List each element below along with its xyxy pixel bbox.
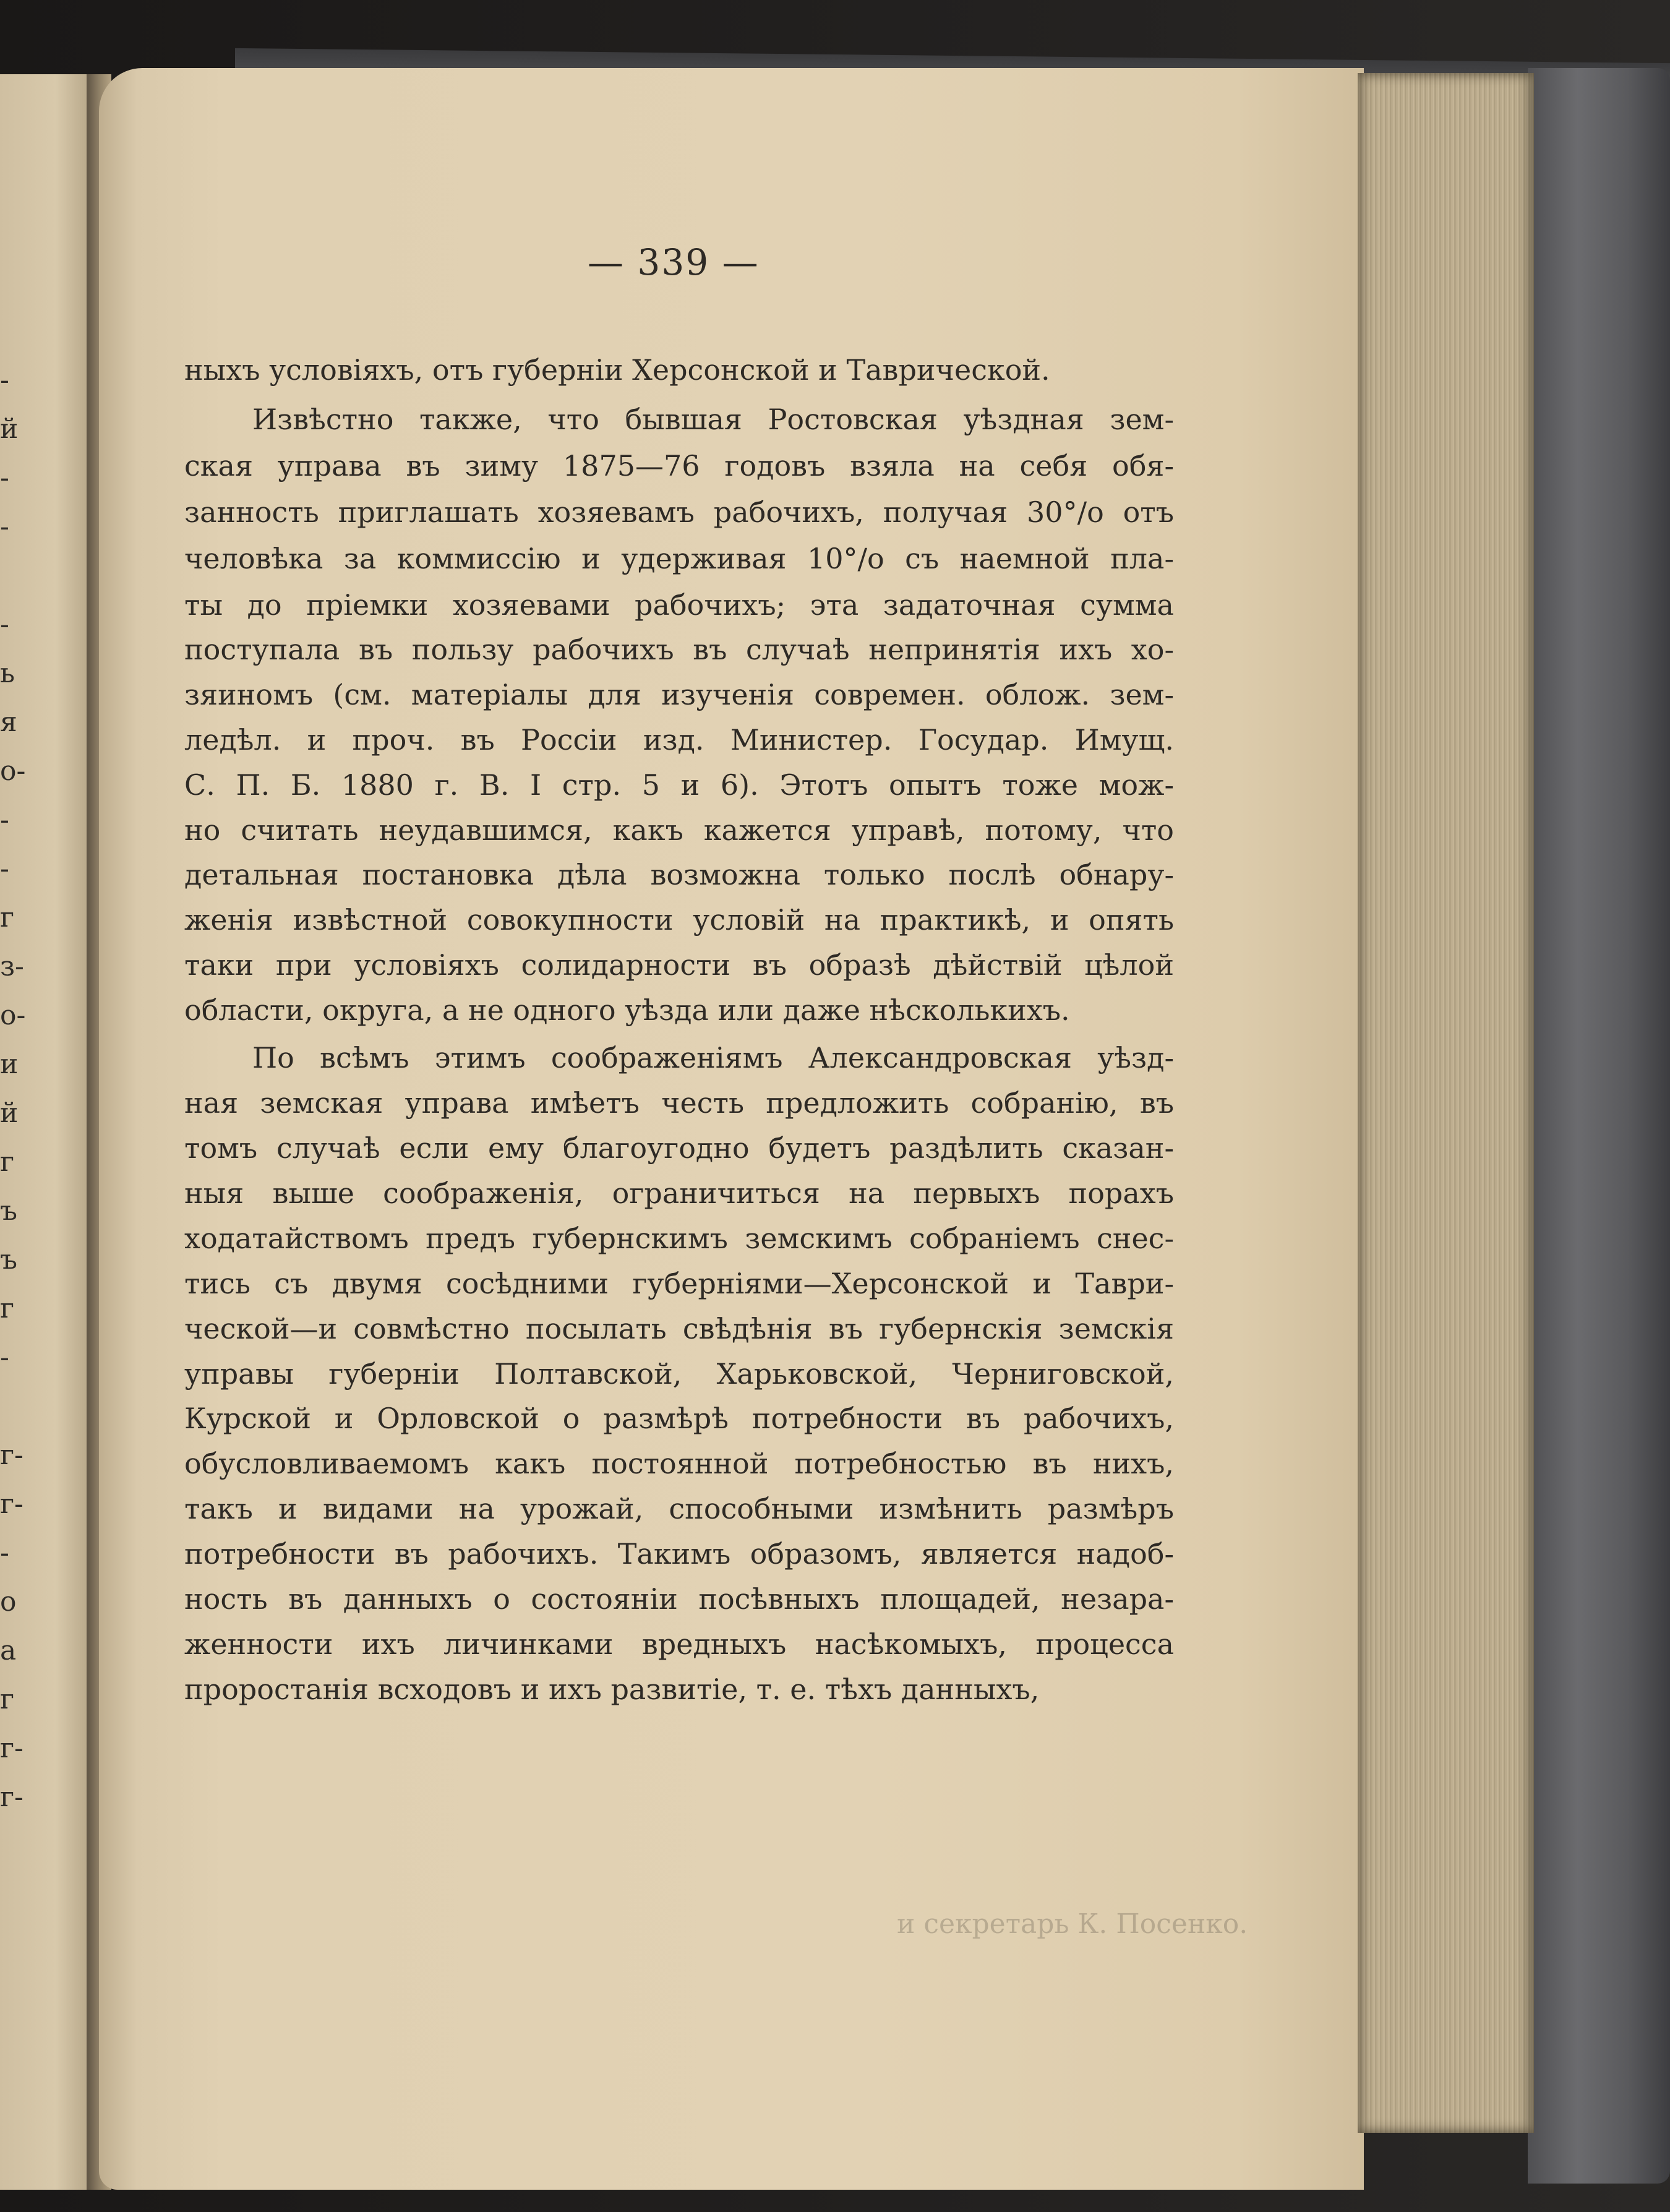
text-line: По всѣмъ этимъ соображеніямъ Александровская уѣзд- bbox=[252, 1041, 1174, 1074]
left-edge-fragment: - bbox=[0, 853, 9, 885]
left-edge-fragment: - bbox=[0, 1342, 9, 1373]
left-edge-fragment: г- bbox=[0, 1488, 24, 1520]
text-line: ледѣл. и проч. въ Россіи изд. Министер. Государ. Имущ. bbox=[184, 723, 1174, 757]
left-edge-fragment: г bbox=[0, 1293, 15, 1324]
text-line: Курской и Орловской о размѣрѣ потребности въ рабочихъ, bbox=[184, 1402, 1174, 1435]
text-line: занность приглашать хозяевамъ рабочихъ, получая 30°/o отъ bbox=[184, 495, 1174, 529]
text-line: но считать неудавшимся, какъ кажется управѣ, потому, что bbox=[184, 813, 1174, 847]
left-edge-fragment: - bbox=[0, 364, 9, 396]
text-line: ная земская управа имѣетъ честь предложить собранію, въ bbox=[184, 1086, 1174, 1120]
text-line: ныхъ условіяхъ, отъ губерніи Херсонской и Таврической. bbox=[184, 353, 1050, 387]
left-edge-fragment: и bbox=[0, 1048, 19, 1080]
left-edge-fragment: - bbox=[0, 804, 9, 836]
text-line: томъ случаѣ если ему благоугодно будетъ раздѣлить сказан- bbox=[184, 1131, 1174, 1165]
text-line: тись съ двумя сосѣдними губерніями—Херсонской и Таври- bbox=[184, 1267, 1174, 1300]
left-page bbox=[0, 74, 93, 2190]
left-edge-fragment: о bbox=[0, 1586, 17, 1618]
left-edge-fragment: г- bbox=[0, 1439, 24, 1471]
page-edges bbox=[1358, 73, 1534, 2133]
left-edge-fragment: й bbox=[0, 1097, 19, 1129]
text-line: ность въ данныхъ о состояніи посѣвныхъ площадей, незара- bbox=[184, 1582, 1174, 1616]
left-edge-fragment: ъ bbox=[0, 1195, 17, 1227]
left-edge-fragment: ь bbox=[0, 658, 15, 689]
left-edge-fragment bbox=[0, 1382, 25, 1431]
left-edge-fragment: й bbox=[0, 413, 19, 445]
text-line: детальная постановка дѣла возможна только послѣ обнару- bbox=[184, 858, 1174, 891]
left-edge-fragment: ъ bbox=[0, 1244, 17, 1275]
left-edge-fragment: г- bbox=[0, 1733, 24, 1764]
text-line: Извѣстно также, что бывшая Ростовская уѣздная зем- bbox=[252, 403, 1174, 436]
left-edge-fragment bbox=[0, 551, 25, 600]
left-edge-fragment: - bbox=[0, 609, 9, 640]
left-edge-fragment: з- bbox=[0, 951, 24, 982]
text-line: такъ и видами на урожай, способными измѣнить размѣръ bbox=[184, 1492, 1174, 1525]
text-line: таки при условіяхъ солидарности въ образѣ дѣйствій цѣлой bbox=[184, 948, 1174, 982]
text-line: человѣка за коммиссію и удерживая 10°/o съ наемной пла- bbox=[184, 542, 1174, 575]
text-line: обусловливаемомъ какъ постоянной потребностью въ нихъ, bbox=[184, 1447, 1174, 1480]
left-edge-fragment: о- bbox=[0, 755, 26, 787]
text-line: женія извѣстной совокупности условій на практикѣ, и опять bbox=[184, 903, 1174, 937]
text-line: ходатайствомъ предъ губернскимъ земскимъ собраніемъ снес- bbox=[184, 1222, 1174, 1255]
text-line: женности ихъ личинками вредныхъ насѣкомыхъ, процесса bbox=[184, 1627, 1174, 1661]
left-edge-fragment: г bbox=[0, 902, 15, 933]
left-edge-fragment: г- bbox=[0, 1781, 24, 1813]
left-edge-fragment: о- bbox=[0, 1000, 26, 1031]
text-line: зяиномъ (см. матеріалы для изученія современ. облож. зем- bbox=[184, 678, 1174, 711]
left-page-edge-text bbox=[0, 356, 25, 1822]
text-line: ты до пріемки хозяевами рабочихъ; эта задаточная сумма bbox=[184, 588, 1174, 622]
left-edge-fragment: г bbox=[0, 1684, 15, 1715]
left-edge-fragment: г bbox=[0, 1146, 15, 1178]
text-line: ныя выше соображенія, ограничиться на первыхъ порахъ bbox=[184, 1177, 1174, 1210]
text-line: ческой—и совмѣстно посылать свѣдѣнія въ губернскія земскія bbox=[184, 1312, 1174, 1345]
text-line: ская управа въ зиму 1875—76 годовъ взяла на себя обя- bbox=[184, 449, 1174, 482]
text-line: проростанія всходовъ и ихъ развитіе, т. е. тѣхъ данныхъ, bbox=[184, 1673, 1040, 1706]
book-cover bbox=[1528, 68, 1670, 2184]
left-edge-fragment: - bbox=[0, 462, 9, 494]
text-line: потребности въ рабочихъ. Такимъ образомъ, является надоб- bbox=[184, 1537, 1174, 1571]
left-edge-fragment: - bbox=[0, 511, 9, 542]
left-edge-fragment: а bbox=[0, 1635, 17, 1666]
page-number: — 339 — bbox=[588, 241, 760, 283]
text-line: С. П. Б. 1880 г. В. I стр. 5 и 6). Этотъ опытъ тоже мож- bbox=[184, 768, 1174, 802]
text-line: управы губерніи Полтавской, Харьковской, Черниговской, bbox=[184, 1357, 1174, 1391]
left-edge-fragment: - bbox=[0, 1537, 9, 1569]
text-line: области, округа, а не одного уѣзда или даже нѣсколькихъ. bbox=[184, 993, 1070, 1027]
left-edge-fragment: я bbox=[0, 706, 17, 738]
bleed-through-text: и секретарь К. Посенко. bbox=[897, 1908, 1248, 1940]
text-line: поступала въ пользу рабочихъ въ случаѣ непринятія ихъ хо- bbox=[184, 633, 1174, 666]
